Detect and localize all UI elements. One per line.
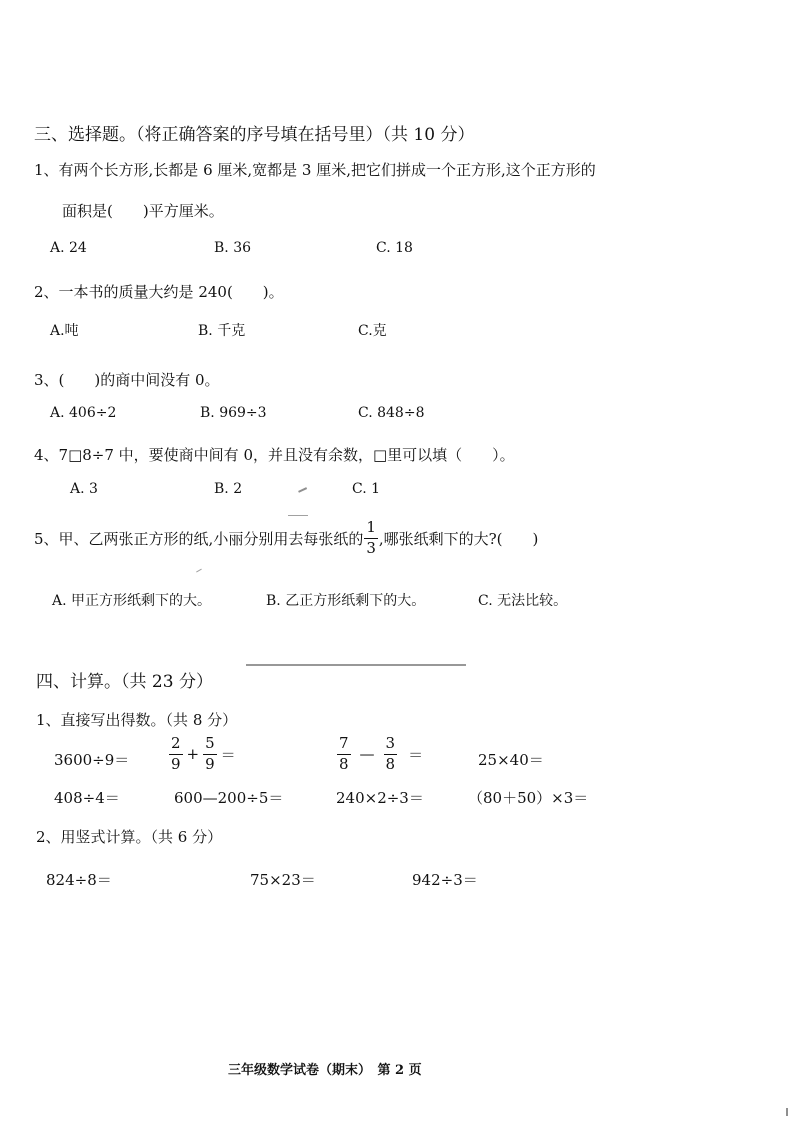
- calc-r2-e2: 600—200÷5＝: [174, 789, 284, 807]
- q1-line2: 面积是( )平方厘米。: [62, 202, 224, 220]
- scan-speck: [786, 1108, 788, 1116]
- numerator: 5: [205, 734, 215, 752]
- calc-r2-e1: 408÷4＝: [54, 789, 120, 807]
- numerator: 7: [339, 734, 349, 752]
- fraction: [204, 736, 216, 773]
- denominator: 8: [339, 754, 349, 773]
- scan-speck: [196, 569, 202, 573]
- q4-line1: 4、7□8÷7 中，要使商中间有 0，并且没有余数，□里可以填（ ）。: [34, 446, 515, 464]
- calc-r2-e4: （80＋50）×3＝: [468, 789, 589, 807]
- q2-option-a: A.吨: [50, 323, 79, 339]
- q5-frac-denominator: 3: [366, 538, 376, 557]
- q5-text-after: ,哪张纸剩下的大?( ): [378, 529, 539, 548]
- q1-option-b: B. 36: [214, 240, 252, 256]
- equals: ＝: [408, 745, 424, 764]
- denominator: 8: [385, 754, 396, 773]
- q4-option-b: B. 2: [214, 481, 243, 497]
- calc-r2-e3: 240×2÷3＝: [336, 789, 424, 807]
- section4-title: 四、计算。（共 23 分）: [36, 672, 213, 692]
- operator: +: [186, 745, 200, 764]
- q5-line1: [34, 520, 538, 557]
- vertical-calc-3: 942÷3＝: [412, 871, 478, 889]
- fraction: [170, 736, 182, 773]
- q4-option-c: C. 1: [352, 481, 381, 497]
- fraction: [385, 736, 397, 773]
- q3-option-c: C. 848÷8: [358, 405, 425, 421]
- q1-line1: 1、有两个长方形,长都是 6 厘米,宽都是 3 厘米,把它们拼成一个正方形,这个正方形的: [34, 161, 596, 179]
- calc-r1-e3: [336, 736, 426, 773]
- fraction: [338, 736, 350, 773]
- scan-speck: [288, 515, 308, 516]
- q2-option-b: B. 千克: [198, 323, 246, 339]
- q3-option-a: A. 406÷2: [50, 405, 117, 421]
- q5-option-b: B. 乙正方形纸剩下的大。: [266, 593, 426, 609]
- page-footer: 三年级数学试卷（期末） 第 2 页: [228, 1063, 422, 1078]
- q5-option-c: C. 无法比较。: [478, 593, 568, 609]
- section3-title: 三、选择题。（将正确答案的序号填在括号里）（共 10 分）: [34, 125, 475, 145]
- numerator: 3: [385, 734, 396, 752]
- scan-smudge-line: [246, 664, 466, 666]
- equals: ＝: [220, 745, 236, 764]
- operator: —: [359, 745, 375, 764]
- q2-option-c: C.克: [358, 323, 387, 339]
- scan-speck: [298, 487, 307, 492]
- q5-fraction: [365, 520, 377, 557]
- part1-title: 1、直接写出得数。（共 8 分）: [36, 711, 238, 729]
- vertical-calc-1: 824÷8＝: [46, 871, 112, 889]
- part2-title: 2、用竖式计算。（共 6 分）: [36, 828, 223, 846]
- denominator: 9: [205, 754, 215, 773]
- q1-option-c: C. 18: [376, 240, 413, 256]
- q3-option-b: B. 969÷3: [200, 405, 267, 421]
- vertical-calc-2: 75×23＝: [250, 871, 316, 889]
- calc-r1-e2: [168, 736, 239, 773]
- calc-r1-e4: 25×40＝: [478, 751, 544, 769]
- denominator: 9: [171, 754, 181, 773]
- calc-r1-e1: 3600÷9＝: [54, 751, 130, 769]
- q1-option-a: A. 24: [50, 240, 87, 256]
- q3-line1: 3、( )的商中间没有 0。: [34, 371, 220, 389]
- q4-option-a: A. 3: [70, 481, 98, 497]
- q2-line1: 2、一本书的质量大约是 240( )。: [34, 283, 284, 301]
- q5-frac-numerator: 1: [366, 518, 376, 536]
- q5-text-before: 5、甲、乙两张正方形的纸,小丽分别用去每张纸的: [34, 529, 364, 548]
- numerator: 2: [171, 734, 181, 752]
- q5-option-a: A. 甲正方形纸剩下的大。: [52, 593, 212, 609]
